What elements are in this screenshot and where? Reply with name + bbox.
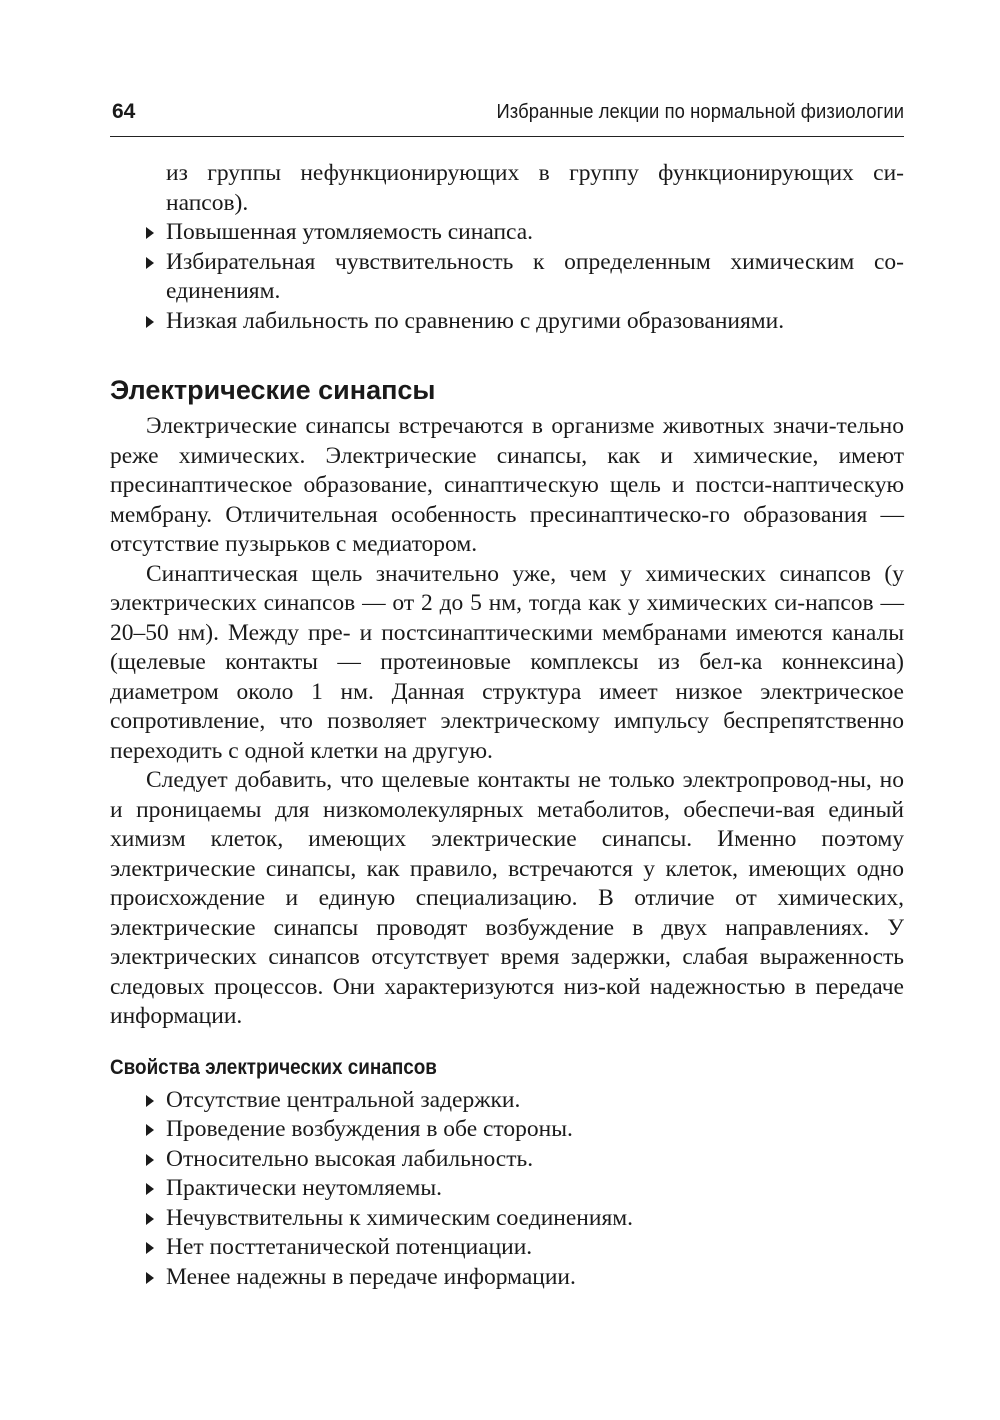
running-header	[110, 100, 904, 137]
triangle-bullet-icon	[146, 257, 154, 269]
paragraph: Электрические синапсы встречаются в организме животных значи-тельно реже химических. Электрические синапсы, как и химические, имеют пресинаптическое образование, синаптическую щель и постси-наптическую мембрану. Отличительная особенность пресинаптическо-го образования — отсутствие пузырьков с медиатором.	[110, 413, 904, 557]
list-item-text: Повышенная утомляемость синапса.	[166, 219, 534, 245]
list-item-text: Относительно высокая лабильность.	[166, 1145, 534, 1172]
paragraph: Синаптическая щель значительно уже, чем у химических синапсов (у электрических синапсов — от 2 до 5 нм, тогда как у химических си-напсов — 20–50 нм). Между пре- и постсинаптическими мембранами имеются каналы (щелевые контакты — протеиновые комплексы из бел-ка коннексина) диаметром около 1 нм. Данная структура имеет низкое электрическое сопротивление, что позволяет электрическому импульсу беспрепятственно переходить с одной клетки на другую.	[110, 560, 904, 764]
list-item	[110, 1086, 904, 1116]
triangle-bullet-icon	[146, 1095, 154, 1107]
triangle-bullet-icon	[146, 1242, 154, 1254]
page-number: 64	[112, 100, 136, 123]
list-item-text: Проведение возбуждения в обе стороны.	[166, 1116, 573, 1142]
running-title: Избранные лекции по нормальной физиологии	[496, 101, 904, 123]
section-heading: Электрические синапсы	[110, 375, 436, 405]
top-bullet-list	[110, 218, 904, 336]
list-item	[110, 1145, 904, 1175]
list-item	[110, 307, 904, 337]
triangle-bullet-icon	[146, 1213, 154, 1225]
list-item	[110, 218, 904, 248]
triangle-bullet-icon	[146, 227, 154, 239]
list-item	[110, 1204, 904, 1234]
triangle-bullet-icon	[146, 1154, 154, 1166]
list-item	[110, 1115, 904, 1145]
properties-bullet-list	[110, 1086, 904, 1293]
list-item	[110, 1233, 904, 1263]
list-item-text: Избирательная чувствительность к определенным химическим со-единениям.	[166, 248, 904, 304]
list-item-text: Практически неутомляемы.	[166, 1175, 443, 1201]
list-item-text: Менее надежны в передаче информации.	[166, 1263, 576, 1290]
list-item-text: Отсутствие центральной задержки.	[166, 1086, 521, 1113]
list-item	[110, 1174, 904, 1204]
triangle-bullet-icon	[146, 316, 154, 328]
list-item	[110, 248, 904, 307]
triangle-bullet-icon	[146, 1272, 154, 1284]
list-item-text: Низкая лабильность по сравнению с другими образованиями.	[166, 307, 785, 334]
list-item-text: Нет посттетанической потенциации.	[166, 1234, 533, 1260]
triangle-bullet-icon	[146, 1183, 154, 1195]
triangle-bullet-icon	[146, 1124, 154, 1136]
subsection-heading: Свойства электрических синапсов	[110, 1055, 437, 1079]
continued-bullet-text: из группы нефункционирующих в группу функционирующих си-напсов).	[166, 160, 904, 216]
book-page	[110, 100, 904, 1292]
list-item-text: Нечувствительны к химическим соединениям.	[166, 1204, 634, 1231]
page-body	[110, 159, 904, 1292]
paragraph: Следует добавить, что щелевые контакты не только электропровод-ны, но и проницаемы для низкомолекулярных метаболитов, обеспечи-вая единый химизм клеток, имеющих электрические синапсы. Именно поэтому электрические синапсы, как правило, встречаются у клеток, имеющих одно происхождение и единую специализацию. В отличие от химических, электрические синапсы проводят возбуждение в двух направлениях. У электрических синапсов отсутствует время задержки, слабая выраженность следовых процессов. Они характеризуются низ-кой надежностью в передаче информации.	[110, 767, 904, 1029]
list-item	[110, 1263, 904, 1293]
